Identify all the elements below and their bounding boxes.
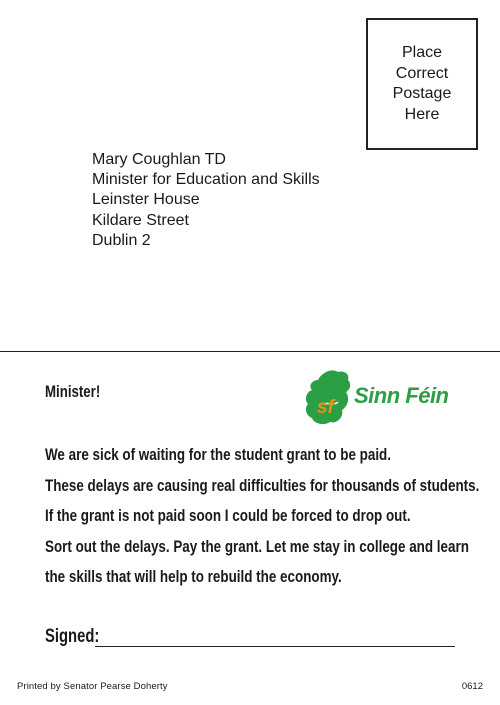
postage-line: Correct: [395, 64, 449, 82]
address-street: Kildare Street: [92, 211, 189, 229]
postage-line: Here: [404, 105, 440, 123]
salutation: [45, 382, 116, 402]
address-title: Minister for Education and Skills: [92, 171, 320, 189]
address-name: Mary Coughlan TD: [92, 151, 226, 168]
recipient-address: [92, 150, 320, 251]
address-city: Dublin 2: [92, 231, 151, 249]
postage-line: Postage: [392, 85, 452, 102]
postage-stamp-box: [366, 18, 478, 150]
printed-by-text: Printed by Senator Pearse Doherty: [17, 681, 168, 692]
salutation-text: Minister!: [45, 382, 101, 401]
message-line: These delays are causing real difficulties for thousands of students.: [45, 475, 480, 495]
signed-label: [45, 626, 115, 648]
message-line: the skills that will help to rebuild the economy.: [45, 567, 342, 586]
postcard-divider: [0, 351, 500, 352]
message-line: We are sick of waiting for the student grant to be paid.: [45, 445, 391, 464]
message-line: Sort out the delays. Pay the grant. Let me stay in college and learn: [45, 536, 469, 556]
signature-line[interactable]: [95, 646, 455, 647]
logo-text: Sinn Féin: [354, 383, 449, 408]
logo-monogram: sf: [317, 397, 334, 418]
message-line: If the grant is not paid soon I could be forced to drop out.: [45, 506, 411, 525]
postage-line: Place: [401, 44, 443, 61]
message-body: [45, 444, 500, 597]
print-code: 0612: [461, 681, 483, 692]
signed-label-text: Signed:: [45, 626, 100, 647]
address-building: Leinster House: [92, 191, 200, 209]
